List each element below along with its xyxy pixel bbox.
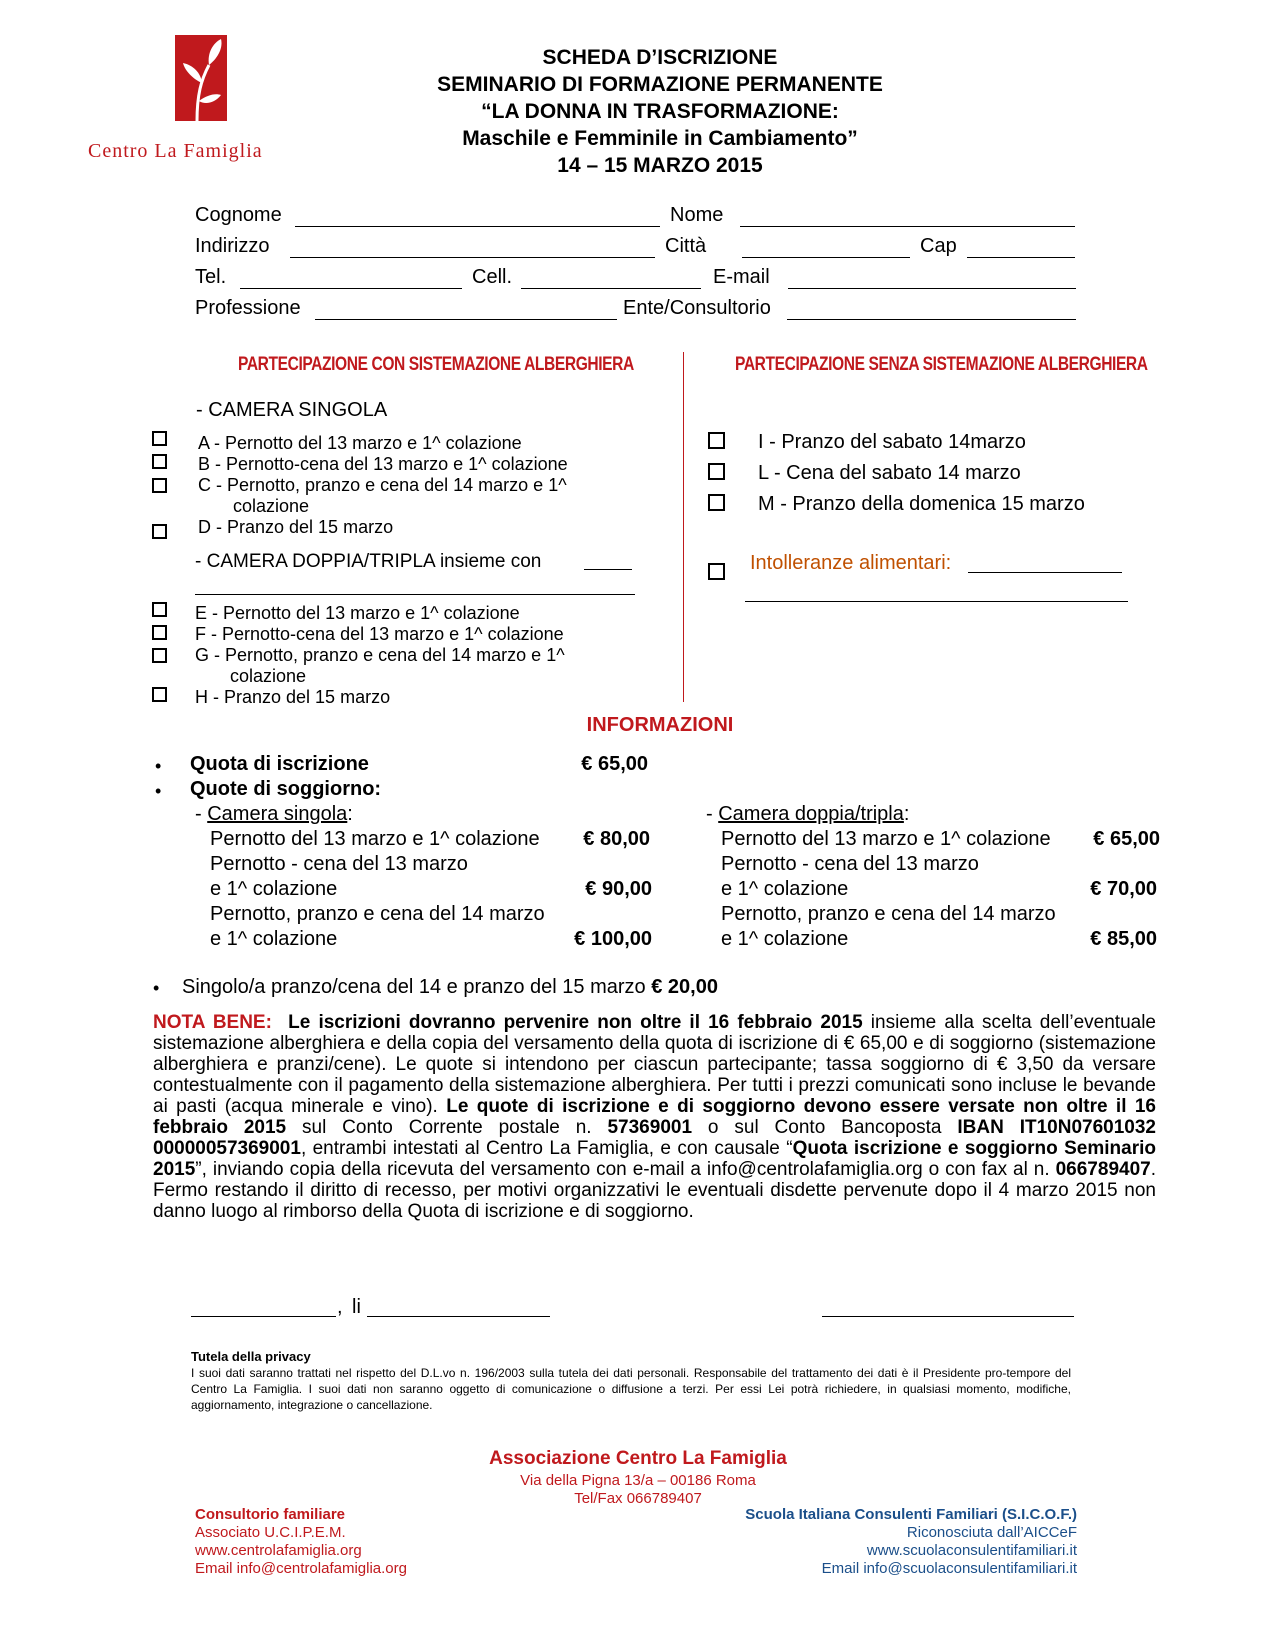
title-line-1: SCHEDA D’ISCRIZIONE xyxy=(542,46,778,69)
citta-label: Città xyxy=(665,235,707,257)
option-a-label: A - Pernotto del 13 marzo e 1^ colazione xyxy=(198,433,522,453)
checkbox-f[interactable] xyxy=(152,625,167,640)
cap-label: Cap xyxy=(920,235,957,257)
quota-iscrizione-label: Quota di iscrizione xyxy=(190,753,369,775)
checkbox-d[interactable] xyxy=(152,524,167,539)
professione-field[interactable] xyxy=(315,319,617,320)
bullet-2: • xyxy=(155,781,162,801)
logo-text: Centro La Famiglia xyxy=(88,140,263,162)
dash: - xyxy=(706,803,719,825)
bullet-3: • xyxy=(153,978,160,998)
doppia-with-field-2[interactable] xyxy=(195,594,635,595)
privacy-text: I suoi dati saranno trattati nel rispetto del D.L.vo n. 196/2003 sulla tutela dei dati personali. Responsabile del trattamento dei dati è il Presidente pro-tempore del Centro La Famiglia. I suoi dati non saranno oggetto di comunicazione o diffusione a terzi. Per essi Lei potrà richiedere, in qualsiasi momento, modifiche, aggiornamento, integrazione o cancellazione. xyxy=(191,1366,1071,1412)
title-line-5: 14 – 15 MARZO 2015 xyxy=(557,154,763,177)
tel-field[interactable] xyxy=(240,288,462,289)
nome-label: Nome xyxy=(670,204,724,226)
doppia-r2b: e 1^ colazione xyxy=(721,878,849,900)
heading-senza-sistemazione: PARTECIPAZIONE SENZA SISTEMAZIONE ALBERGHIERA xyxy=(735,354,1148,375)
option-g-label-cont: colazione xyxy=(230,666,307,686)
nota-bene-paragraph xyxy=(153,1012,1156,1222)
date-field[interactable] xyxy=(367,1316,550,1317)
page-title xyxy=(380,44,940,179)
option-g-label: G - Pernotto, pranzo e cena del 14 marzo e 1^ xyxy=(195,645,565,665)
singolo-price: € 20,00 xyxy=(651,976,718,998)
checkbox-l[interactable] xyxy=(708,463,725,480)
footer-right-title: Scuola Italiana Consulenti Familiari (S.I.C.O.F.) xyxy=(745,1506,1077,1523)
indirizzo-label: Indirizzo xyxy=(195,235,270,257)
checkbox-e[interactable] xyxy=(152,602,167,617)
option-f-label: F - Pernotto-cena del 13 marzo e 1^ colazione xyxy=(195,624,564,644)
singola-r3b: e 1^ colazione xyxy=(210,928,338,950)
option-h-label: H - Pranzo del 15 marzo xyxy=(195,687,391,707)
cap-field[interactable] xyxy=(967,257,1075,258)
ente-label: Ente/Consultorio xyxy=(623,297,771,319)
option-i-label: I - Pranzo del sabato 14marzo xyxy=(758,431,1026,453)
column-divider xyxy=(683,352,684,702)
doppia-r2-price: € 70,00 xyxy=(1090,878,1157,900)
singolo-label: Singolo/a pranzo/cena del 14 e pranzo del 15 marzo xyxy=(182,976,646,998)
heading-con-sistemazione: PARTECIPAZIONE CON SISTEMAZIONE ALBERGHIERA xyxy=(238,354,634,375)
nota-text-3: o sul Conto Bancoposta xyxy=(692,1117,958,1138)
nota-deadline: Le iscrizioni dovranno pervenire non oltre il 16 febbraio 2015 xyxy=(288,1012,863,1033)
footer-association: Associazione Centro La Famiglia xyxy=(489,1448,787,1469)
footer-left-email[interactable]: Email info@centrolafamiglia.org xyxy=(195,1560,407,1577)
doppia-r3a: Pernotto, pranzo e cena del 14 marzo xyxy=(721,903,1056,925)
singola-r1: Pernotto del 13 marzo e 1^ colazione xyxy=(210,828,540,850)
footer-right-email[interactable]: Email info@scuolaconsulentifamiliari.it xyxy=(821,1560,1077,1577)
nota-fax: 066789407 xyxy=(1055,1159,1151,1180)
cognome-label: Cognome xyxy=(195,204,282,226)
nota-iban: IBAN IT10N07601032 00000057369001 xyxy=(153,1117,1156,1159)
checkbox-g[interactable] xyxy=(152,648,167,663)
option-b-label: B - Pernotto-cena del 13 marzo e 1^ colazione xyxy=(198,454,568,474)
nota-payment-deadline: Le quote di iscrizione e di soggiorno devono essere versate non oltre il 16 febbraio 2015 xyxy=(153,1096,1156,1138)
camera-singola-title: - CAMERA SINGOLA xyxy=(196,399,388,421)
colon: : xyxy=(903,803,910,825)
option-l-label: L - Cena del sabato 14 marzo xyxy=(758,462,1021,484)
singola-r2b: e 1^ colazione xyxy=(210,878,338,900)
nota-text-2: sul Conto Corrente postale n. xyxy=(286,1117,608,1138)
footer-left-l1: Associato U.C.I.P.E.M. xyxy=(195,1524,346,1541)
bullet-1: • xyxy=(155,756,162,776)
nota-text-6: . Fermo restando il diritto di recesso, per motivi organizzativi le eventuali disdette pervenute dopo il 4 marzo 2015 non danno luogo al rimborso della Quota di iscrizione e di soggiorno. xyxy=(153,1159,1156,1222)
intolleranze-field-2[interactable] xyxy=(745,601,1128,602)
cognome-field[interactable] xyxy=(295,226,660,227)
singola-r2-price: € 90,00 xyxy=(585,878,652,900)
quote-soggiorno-label: Quote di soggiorno: xyxy=(190,778,382,800)
doppia-r1: Pernotto del 13 marzo e 1^ colazione xyxy=(721,828,1051,850)
camera-doppia-label: Camera doppia/tripla xyxy=(718,803,904,825)
email-field[interactable] xyxy=(788,288,1076,289)
signature-field[interactable] xyxy=(822,1316,1074,1317)
singola-r1-price: € 80,00 xyxy=(583,828,650,850)
citta-field[interactable] xyxy=(742,257,910,258)
professione-label: Professione xyxy=(195,297,301,319)
checkbox-m[interactable] xyxy=(708,494,725,511)
camera-singola-label: Camera singola xyxy=(207,803,348,825)
checkbox-a[interactable] xyxy=(152,431,167,446)
footer-left-title: Consultorio familiare xyxy=(195,1506,346,1523)
footer-right-l1: Riconosciuta dall’AICCeF xyxy=(906,1524,1077,1541)
title-line-3: “LA DONNA IN TRASFORMAZIONE: xyxy=(481,100,839,123)
footer-address: Via della Pigna 13/a – 00186 Roma xyxy=(520,1472,756,1489)
nome-field[interactable] xyxy=(740,226,1075,227)
footer-telfax: Tel/Fax 066789407 xyxy=(574,1490,702,1507)
doppia-r1-price: € 65,00 xyxy=(1093,828,1160,850)
quota-iscrizione-price: € 65,00 xyxy=(581,753,648,775)
option-c-label-cont: colazione xyxy=(233,496,310,516)
privacy-title: Tutela della privacy xyxy=(191,1349,311,1364)
checkbox-intolleranze[interactable] xyxy=(708,563,725,580)
camera-singola-heading xyxy=(195,803,353,826)
signature-li: li xyxy=(352,1296,361,1318)
footer-left-website[interactable]: www.centrolafamiglia.org xyxy=(195,1542,362,1559)
cell-label: Cell. xyxy=(472,266,513,288)
option-e-label: E - Pernotto del 13 marzo e 1^ colazione xyxy=(195,603,520,623)
checkbox-i[interactable] xyxy=(708,432,725,449)
footer-right-website[interactable]: www.scuolaconsulentifamiliari.it xyxy=(866,1542,1077,1559)
doppia-r2a: Pernotto - cena del 13 marzo xyxy=(721,853,979,875)
tel-label: Tel. xyxy=(195,266,227,288)
singola-r3a: Pernotto, pranzo e cena del 14 marzo xyxy=(210,903,545,925)
title-line-2: SEMINARIO DI FORMAZIONE PERMANENTE xyxy=(437,73,883,96)
singolo-row xyxy=(182,976,718,999)
informazioni-title: INFORMAZIONI xyxy=(586,714,734,736)
ente-field[interactable] xyxy=(787,319,1076,320)
email-label: E-mail xyxy=(713,266,770,288)
camera-doppia-title: - CAMERA DOPPIA/TRIPLA insieme con xyxy=(195,551,542,572)
doppia-r3b: e 1^ colazione xyxy=(721,928,849,950)
nota-ccp: 57369001 xyxy=(607,1117,693,1138)
nota-text-1: insieme alla scelta dell’eventuale sistemazione alberghiera e della copia del versamento della quota di iscrizione di € 65,00 e di soggiorno (sistemazione alberghiera e pranzi/cene). Le quote si intendono per ciascun partecipante; tassa soggiorno di € 3,50 da versare contestualmente con il pagamento della sistemazione alberghiera. Per tutti i prezzi comunicati sono incluse le bevande ai pasti (acqua minerale e vino). xyxy=(153,1012,1156,1117)
option-d-label: D - Pranzo del 15 marzo xyxy=(198,517,394,537)
nota-text-4: , entrambi intestati al Centro La Famiglia, e con causale “ xyxy=(300,1138,793,1159)
place-field[interactable] xyxy=(191,1316,336,1317)
checkbox-h[interactable] xyxy=(152,687,167,702)
intolleranze-label: Intolleranze alimentari: xyxy=(750,552,952,574)
checkbox-c[interactable] xyxy=(152,478,167,493)
dash: - xyxy=(195,803,208,825)
option-c-label: C - Pernotto, pranzo e cena del 14 marzo e 1^ xyxy=(198,475,567,495)
doppia-r3-price: € 85,00 xyxy=(1090,928,1157,950)
logo-plant-icon xyxy=(175,35,227,121)
nota-bene-label: NOTA BENE: xyxy=(153,1012,272,1033)
singola-r3-price: € 100,00 xyxy=(574,928,652,950)
doppia-with-field[interactable] xyxy=(584,569,632,570)
singola-r2a: Pernotto - cena del 13 marzo xyxy=(210,853,468,875)
signature-comma: , xyxy=(337,1296,343,1318)
indirizzo-field[interactable] xyxy=(290,257,655,258)
camera-doppia-heading xyxy=(706,803,909,826)
nota-causale: Quota iscrizione e soggiorno Seminario 2015 xyxy=(153,1138,1156,1180)
checkbox-b[interactable] xyxy=(152,454,167,469)
option-m-label: M - Pranzo della domenica 15 marzo xyxy=(758,493,1085,515)
colon: : xyxy=(347,803,353,825)
cell-field[interactable] xyxy=(521,288,701,289)
title-line-4: Maschile e Femminile in Cambiamento” xyxy=(462,127,858,150)
intolleranze-field[interactable] xyxy=(968,572,1122,573)
nota-text-5: ”, inviando copia della ricevuta del versamento con e-mail a info@centrolafamiglia.org o con fax al n. xyxy=(195,1159,1056,1180)
